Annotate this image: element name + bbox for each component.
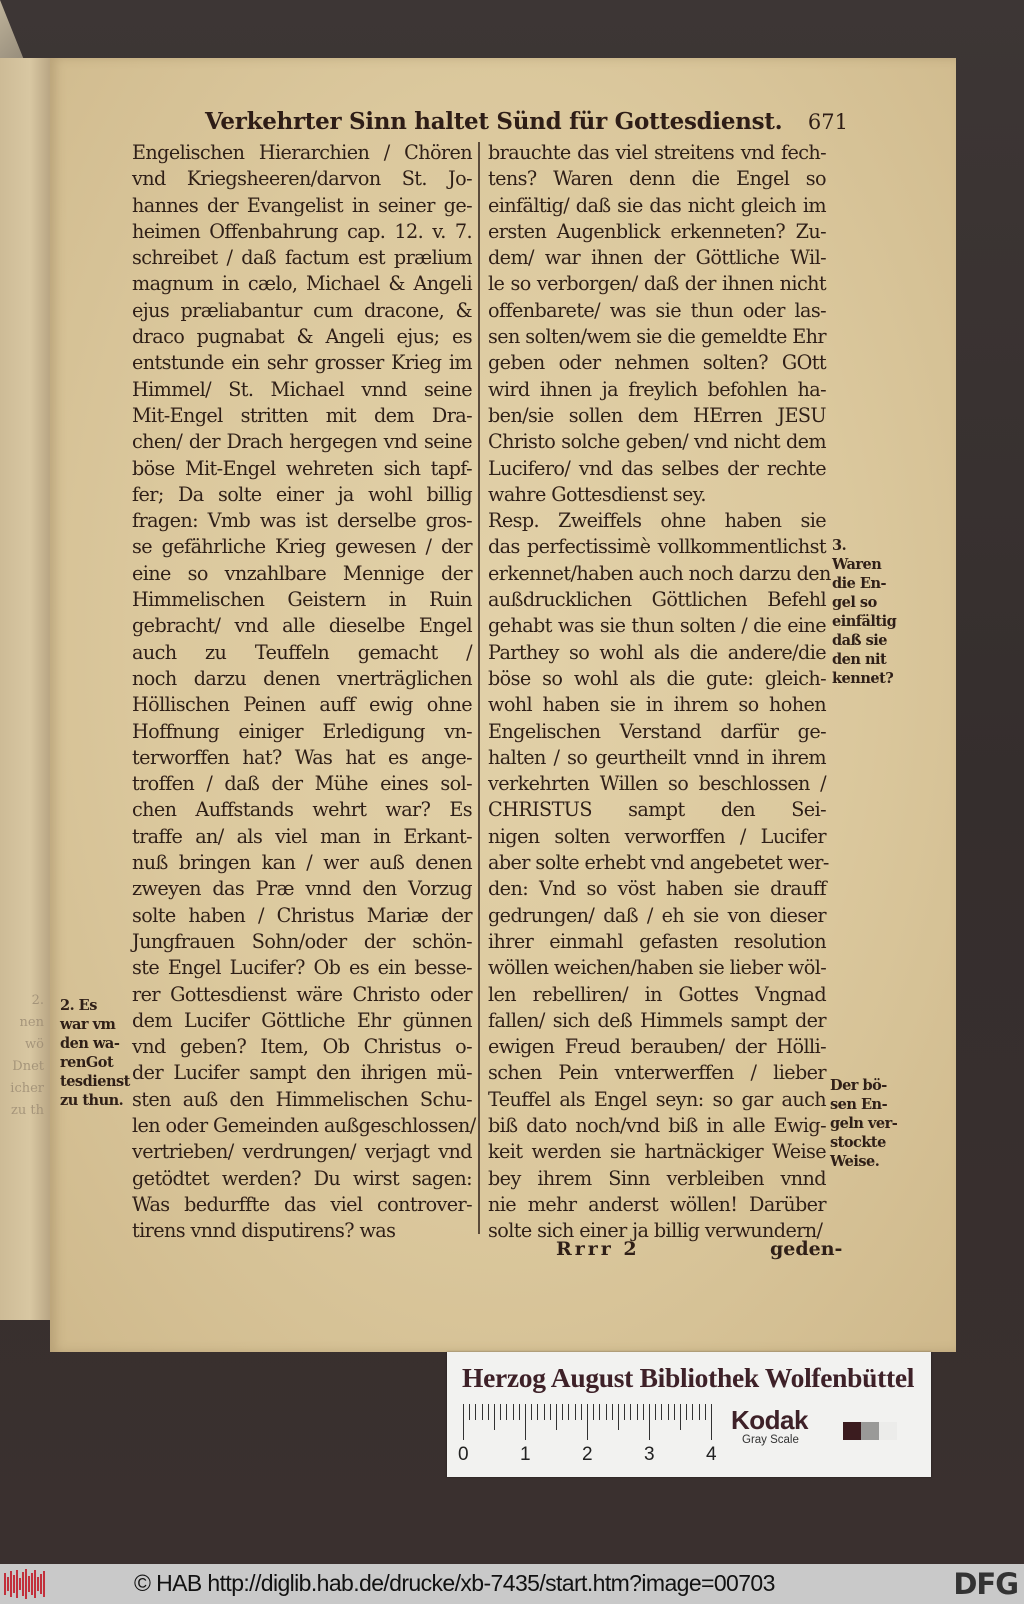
ruler-tick bbox=[624, 1404, 625, 1420]
ruler bbox=[458, 1404, 717, 1465]
text-line: solte haben / Christus Mariæ der bbox=[132, 903, 472, 927]
ruler-tick bbox=[612, 1404, 613, 1420]
ruler-tick bbox=[500, 1404, 501, 1420]
text-line: den wa- bbox=[60, 1035, 120, 1052]
ruler-tick bbox=[699, 1404, 700, 1420]
gray-scale-label: Gray Scale bbox=[742, 1434, 799, 1446]
ruler-tick bbox=[463, 1404, 464, 1440]
text-line: Weise. bbox=[830, 1153, 880, 1170]
text-line: tens? Waren denn die Engel so bbox=[488, 167, 826, 191]
text-line: sen solten/wem sie die gemeldte Ehr bbox=[488, 325, 826, 349]
text-line: außdrucklichen Göttlichen Befehl bbox=[488, 588, 826, 612]
ruler-tick bbox=[568, 1404, 569, 1420]
text-line: den: Vnd so vöst haben sie drauff bbox=[488, 877, 826, 901]
text-line: Was bedurffte das viel controver- bbox=[132, 1192, 472, 1216]
bleed-line: Dnet bbox=[12, 1059, 44, 1074]
text-line: Der bö- bbox=[830, 1077, 887, 1094]
text-line: schen Pein vnterwerffen / lieber bbox=[488, 1061, 826, 1085]
text-line: CHRISTUS sampt den Sei- bbox=[488, 798, 826, 822]
text-line: renGot bbox=[60, 1054, 114, 1071]
text-line: tesdienst bbox=[60, 1073, 130, 1090]
ruler-tick bbox=[686, 1404, 687, 1420]
ruler-tick bbox=[692, 1404, 693, 1420]
ruler-tick bbox=[637, 1404, 638, 1420]
text-line: zweyen das Præ vnnd den Vorzug bbox=[132, 877, 472, 901]
ruler-tick bbox=[674, 1404, 675, 1420]
institution-name: Herzog August Bibliothek Wolfenbüttel bbox=[462, 1362, 915, 1393]
text-line: offenbarete/ was sie thun oder las- bbox=[488, 298, 826, 322]
hab-logo-icon bbox=[4, 1569, 46, 1599]
credit-link[interactable]: © HAB http://diglib.hab.de/drucke/xb-7435/start.htm?image=00703 bbox=[134, 1570, 775, 1596]
text-line: Mit-Engel stritten mit dem Dra- bbox=[132, 403, 472, 427]
text-line: vertrieben/ verdrungen/ verjagt vnd bbox=[132, 1140, 472, 1164]
text-line: troffen / daß der Mühe eines sol- bbox=[132, 772, 472, 796]
text-line: ersten Augenblick erkenneten? Zu- bbox=[488, 219, 826, 243]
text-line: Himmelischen Geistern in Ruin bbox=[132, 588, 472, 612]
text-line: fer; Da solte einer ja wohl billig bbox=[132, 482, 472, 506]
text-line: rer Gottesdienst wäre Christo oder bbox=[132, 982, 472, 1006]
text-line: heimen Offenbahrung cap. 12. v. 7. bbox=[132, 219, 472, 243]
catchword: geden- bbox=[770, 1238, 843, 1260]
ruler-tick bbox=[680, 1404, 681, 1430]
margin-note-left bbox=[60, 996, 130, 1110]
dfg-logo: DFG bbox=[953, 1567, 1018, 1601]
ruler-tick bbox=[581, 1404, 582, 1420]
text-line: geln ver- bbox=[830, 1115, 898, 1132]
gray-swatches bbox=[843, 1422, 897, 1440]
ruler-number: 0 bbox=[458, 1444, 469, 1465]
ruler-tick bbox=[475, 1404, 476, 1420]
bleed-line: nen bbox=[19, 1015, 44, 1030]
text-line: ste Engel Lucifer? Ob es ein besse- bbox=[132, 956, 472, 980]
ruler-tick bbox=[562, 1404, 563, 1420]
text-column-right bbox=[488, 140, 831, 1244]
ruler-tick bbox=[575, 1404, 576, 1420]
text-line: vnd Kriegsheeren/darvon St. Jo- bbox=[132, 167, 472, 191]
gray-swatch bbox=[861, 1422, 879, 1440]
bleed-line: zu th bbox=[11, 1103, 44, 1118]
text-line: biß dato noch/vnd biß in alle Ewig- bbox=[488, 1113, 826, 1137]
text-line: len oder Gemeinden außgeschlossen/ bbox=[132, 1113, 476, 1137]
text-line: vnd geben? Item, Ob Christus o- bbox=[132, 1035, 472, 1059]
text-line: brauchte das viel streitens vnd fech- bbox=[488, 141, 826, 164]
ruler-number: 4 bbox=[706, 1444, 717, 1465]
text-line: gehabt was sie thun solten / die eine bbox=[488, 614, 826, 638]
text-line: solte sich einer ja billig verwundern/ bbox=[488, 1219, 823, 1243]
text-line: erkennet/haben auch noch darzu den bbox=[488, 561, 831, 585]
text-line: stockte bbox=[830, 1134, 886, 1151]
ruler-tick bbox=[593, 1404, 594, 1420]
text-line: böse Mit-Engel wehreten sich tapf- bbox=[132, 456, 472, 480]
left-page-edge bbox=[0, 58, 50, 1320]
text-line: aber solte erhebt vnd angebetet wer- bbox=[488, 851, 829, 875]
text-line: bey ihrem Sinn verbleiben vnnd bbox=[488, 1166, 826, 1190]
ruler-tick bbox=[599, 1404, 600, 1420]
footer-bar bbox=[0, 1564, 1024, 1604]
text-line: magnum in cælo, Michael & Angeli bbox=[132, 272, 472, 296]
text-line: Jungfrauen Sohn/oder der schön- bbox=[132, 929, 472, 953]
ruler-number: 1 bbox=[520, 1444, 531, 1465]
text-line: traffe an/ als viel man in Erkant- bbox=[132, 824, 472, 848]
text-column-left bbox=[132, 140, 476, 1244]
text-line: Parthey so wohl als die andere/die bbox=[488, 640, 826, 664]
margin-note-right-1 bbox=[832, 536, 902, 688]
bleed-line: 2. bbox=[31, 993, 44, 1008]
text-line: len rebelliren/ in Gottes Vngnad bbox=[488, 982, 826, 1006]
text-line: dem/ war ihnen der Göttliche Wil- bbox=[488, 246, 826, 270]
running-head bbox=[150, 108, 850, 142]
text-line: Höllischen Peinen auff ewig ohne bbox=[132, 693, 472, 717]
ruler-tick bbox=[649, 1404, 650, 1440]
text-line: 3. bbox=[832, 537, 847, 554]
page-number: 671 bbox=[807, 110, 848, 134]
text-line: wohl haben sie in ihrem so hohen bbox=[488, 693, 826, 717]
scale-card bbox=[447, 1352, 931, 1477]
text-line: zu thun. bbox=[60, 1092, 124, 1109]
text-line: noch darzu denen vnerträglichen bbox=[132, 666, 472, 690]
running-head-title: Verkehrter Sinn haltet Sünd für Gottesdienst. bbox=[205, 108, 783, 135]
text-line: der Lucifer sampt den ihrigen mü- bbox=[132, 1061, 472, 1085]
text-line: eine so vnzahlbare Mennige der bbox=[132, 561, 472, 585]
ruler-number: 3 bbox=[644, 1444, 655, 1465]
text-line: verkehrten Willen so beschlossen / bbox=[488, 772, 826, 796]
ruler-tick bbox=[587, 1404, 588, 1440]
gray-swatch bbox=[879, 1422, 897, 1440]
ruler-tick bbox=[544, 1404, 545, 1420]
text-line: chen Auffstands wehrt war? Es bbox=[132, 798, 472, 822]
text-line: fallen/ sich deß Himmels sampt der bbox=[488, 1008, 826, 1032]
ruler-tick bbox=[630, 1404, 631, 1420]
text-line: ben/sie sollen dem HErren JESU bbox=[488, 403, 826, 427]
text-line: einfältig/ daß sie das nicht gleich im bbox=[488, 193, 826, 217]
text-line: kennet? bbox=[832, 670, 894, 687]
text-line: dem Lucifer Göttliche Ehr günnen bbox=[132, 1008, 472, 1032]
ruler-tick bbox=[643, 1404, 644, 1420]
text-line: nigen solten verworffen / Lucifer bbox=[488, 824, 826, 848]
text-line: sen En- bbox=[830, 1096, 888, 1113]
text-line: Resp. Zweiffels ohne haben sie bbox=[488, 509, 826, 533]
ruler-number: 2 bbox=[582, 1444, 593, 1465]
text-line: sten auß den Himmelischen Schu- bbox=[132, 1087, 472, 1111]
text-line: Christo solche geben/ vnd nicht dem bbox=[488, 430, 826, 454]
text-line: geben oder nehmen solten? GOtt bbox=[488, 351, 826, 375]
ruler-tick bbox=[506, 1404, 507, 1420]
text-line: ejus præliabantur cum dracone, & bbox=[132, 298, 472, 322]
text-line: 2. Es bbox=[60, 997, 97, 1014]
text-line: fragen: Vmb was ist derselbe gros- bbox=[132, 509, 472, 533]
bleed-line: icher bbox=[10, 1081, 44, 1096]
text-line: die En- bbox=[832, 575, 887, 592]
ruler-tick bbox=[513, 1404, 514, 1420]
text-line: Himmel/ St. Michael vnnd seine bbox=[132, 377, 472, 401]
ruler-tick bbox=[488, 1404, 489, 1420]
text-line: terworffen hat? Was hat es ange- bbox=[132, 745, 472, 769]
signature-mark: Rrrr 2 bbox=[556, 1238, 640, 1260]
text-line: das perfectissimè vollkommentlichst bbox=[488, 535, 826, 559]
text-line: gebracht/ vnd alle dieselbe Engel bbox=[132, 614, 472, 638]
gray-swatch bbox=[843, 1422, 861, 1440]
text-line: Hoffnung einiger Erledigung vn- bbox=[132, 719, 472, 743]
text-line: gedrungen/ daß / eh sie von dieser bbox=[488, 903, 826, 927]
text-line: chen/ der Drach hergegen vnd seine bbox=[132, 430, 472, 454]
text-line: draco pugnabat & Angeli ejus; es bbox=[132, 325, 472, 349]
text-line: war vm bbox=[60, 1016, 116, 1033]
text-line: den nit bbox=[832, 651, 887, 668]
ruler-tick bbox=[469, 1404, 470, 1420]
bleed-line: wö bbox=[25, 1037, 44, 1052]
text-line: Engelischen Verstand darfür ge- bbox=[488, 719, 826, 743]
text-line: Lucifero/ vnd das selbes der rechte bbox=[488, 456, 826, 480]
text-line: wöllen weichen/haben sie lieber wöl- bbox=[488, 956, 827, 980]
ruler-tick bbox=[711, 1404, 712, 1440]
text-line: schreibet / daß factum est prælium bbox=[132, 246, 472, 270]
ruler-tick bbox=[519, 1404, 520, 1420]
text-line: nie mehr anderst wöllen! Darüber bbox=[488, 1192, 826, 1216]
bleed-through-text bbox=[0, 990, 44, 1130]
ruler-tick bbox=[525, 1404, 526, 1440]
ruler-tick bbox=[494, 1404, 495, 1430]
ruler-tick bbox=[606, 1404, 607, 1420]
text-line: se gefährliche Krieg gewesen / der bbox=[132, 535, 472, 559]
ruler-tick bbox=[482, 1404, 483, 1420]
text-line: entstunde ein sehr grosser Krieg im bbox=[132, 351, 472, 375]
ruler-tick bbox=[618, 1404, 619, 1430]
text-line: ewigen Freud berauben/ der Hölli- bbox=[488, 1035, 826, 1059]
kodak-logo: Kodak bbox=[731, 1405, 808, 1435]
text-line: hannes der Evangelist in seiner ge- bbox=[132, 193, 472, 217]
text-line: wahre Gottesdienst sey. bbox=[488, 482, 706, 506]
ruler-tick bbox=[537, 1404, 538, 1420]
text-line: nuß bringen kan / wer auß denen bbox=[132, 851, 472, 875]
text-line: Waren bbox=[832, 556, 882, 573]
text-line: tirens vnnd disputirens? was bbox=[132, 1219, 396, 1243]
text-line: Engelischen Hierarchien / Chören bbox=[132, 141, 472, 164]
text-line: auch zu Teuffeln gemacht / bbox=[132, 640, 472, 664]
text-line: keit werden sie hartnäckiger Weise bbox=[488, 1140, 826, 1164]
ruler-tick bbox=[531, 1404, 532, 1420]
text-line: halten / so geurtheilt vnnd in ihrem bbox=[488, 745, 826, 769]
ruler-tick bbox=[661, 1404, 662, 1420]
text-line: le so verborgen/ daß der ihnen nicht bbox=[488, 272, 826, 296]
text-line: daß sie bbox=[832, 632, 887, 649]
ruler-tick bbox=[550, 1404, 551, 1420]
text-line: wird ihnen ja freylich befohlen ha- bbox=[488, 377, 826, 401]
text-line: böse so wohl als die gute: gleich- bbox=[488, 666, 826, 690]
text-line: Teuffel als Engel seyn: so gar auch bbox=[488, 1087, 826, 1111]
ruler-tick bbox=[668, 1404, 669, 1420]
margin-note-right-2 bbox=[830, 1076, 900, 1171]
ruler-tick bbox=[705, 1404, 706, 1420]
ruler-tick bbox=[556, 1404, 557, 1430]
text-line: getödtet werden? Du wirst sagen: bbox=[132, 1166, 472, 1190]
text-line: gel so bbox=[832, 594, 877, 611]
text-line: einfältig bbox=[832, 613, 897, 630]
column-rule bbox=[478, 142, 480, 1234]
ruler-tick bbox=[655, 1404, 656, 1420]
text-line: ihrer einmahl gefasten resolution bbox=[488, 929, 826, 953]
